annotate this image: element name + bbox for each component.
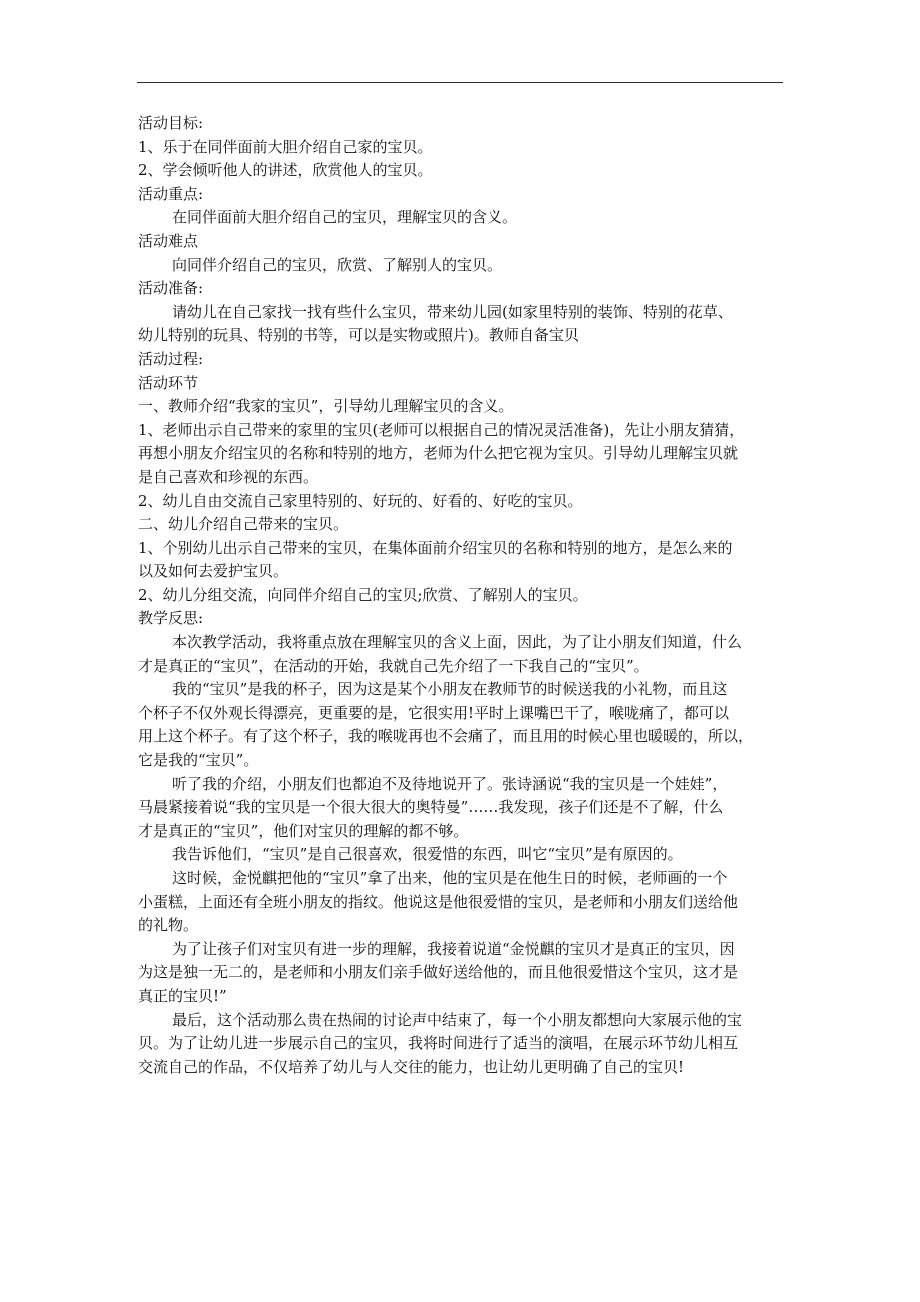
document-body xyxy=(138,112,788,1079)
text-line: 二、幼儿介绍自己带来的宝贝。 xyxy=(138,515,349,534)
text-line: 活动过程: xyxy=(138,349,204,368)
text-line: 1、乐于在同伴面前大胆介绍自己家的宝贝。 xyxy=(138,137,433,156)
text-line: 的礼物。 xyxy=(138,916,199,935)
text-line: 活动目标: xyxy=(138,114,204,132)
text-line: 这时候，金悦麒把他的“宝贝”拿了出来，他的宝贝是在他生日的时候，老师画的一个 xyxy=(172,869,728,887)
text-line: 为这是独一无二的，是老师和小朋友们亲手做好送给他的，而且他很爱惜这个宝贝，这才是 xyxy=(138,963,739,982)
text-line: 本次教学活动，我将重点放在理解宝贝的含义上面，因此，为了让小朋友们知道，什么 xyxy=(172,633,743,652)
text-line: 以及如何去爱护宝贝。 xyxy=(138,562,289,581)
text-line: 才是真正的“宝贝”，他们对宝贝的理解的都不够。 xyxy=(138,821,469,840)
text-line: 真正的宝贝!” xyxy=(138,986,227,1005)
text-line: 在同伴面前大胆介绍自己的宝贝，理解宝贝的含义。 xyxy=(172,208,518,227)
text-line: 用上这个杯子。有了这个杯子，我的喉咙再也不会痛了，而且用的时候心里也暖暖的，所以， xyxy=(138,727,754,746)
text-line: 幼儿特别的玩具、特别的书等，可以是实物或照片)。教师自备宝贝 xyxy=(138,326,579,345)
text-line: 为了让孩子们对宝贝有进一步的理解，我接着说道“金悦麒的宝贝才是真正的宝贝，因 xyxy=(172,939,735,958)
text-line: 活动环节 xyxy=(138,373,199,392)
text-line: 个杯子不仅外观长得漂亮，更重要的是，它很实用!平时上课嘴巴干了，喉咙痛了，都可以 xyxy=(138,703,730,722)
text-line: 活动难点 xyxy=(138,231,199,250)
text-line: 活动重点: xyxy=(138,184,204,203)
text-line: 听了我的介绍，小朋友们也都迫不及待地说开了。张诗涵说“我的宝贝是一个娃娃”， xyxy=(172,774,728,793)
header-rule xyxy=(137,82,783,83)
text-line: 它是我的“宝贝”。 xyxy=(138,751,259,770)
text-line: 是自己喜欢和珍视的东西。 xyxy=(138,467,319,486)
text-line: 活动准备: xyxy=(138,279,204,298)
text-line: 1、老师出示自己带来的家里的宝贝(老师可以根据自己的情况灵活准备)，先让小朋友猜猜， xyxy=(138,420,745,439)
text-line: 一、教师介绍“我家的宝贝”，引导幼儿理解宝贝的含义。 xyxy=(138,397,514,416)
text-line: 2、学会倾听他人的讲述，欣赏他人的宝贝。 xyxy=(138,161,433,180)
text-line: 教学反思: xyxy=(138,609,204,628)
text-line: 最后，这个活动那么贵在热闹的讨论声中结束了，每一个小朋友都想向大家展示他的宝 xyxy=(172,1010,743,1029)
text-line: 贝。为了让幼儿进一步展示自己的宝贝，我将时间进行了适当的演唱，在展示环节幼儿相互 xyxy=(138,1034,739,1053)
text-line: 再想小朋友介绍宝贝的名称和特别的地方，老师为什么把它视为宝贝。引导幼儿理解宝贝就 xyxy=(138,444,739,463)
text-line: 2、幼儿分组交流，向同伴介绍自己的宝贝;欣赏、了解别人的宝贝。 xyxy=(138,585,588,604)
text-line: 请幼儿在自己家找一找有些什么宝贝，带来幼儿园(如家里特别的装饰、特别的花草、 xyxy=(172,302,733,321)
text-line: 向同伴介绍自己的宝贝，欣赏、了解别人的宝贝。 xyxy=(172,255,503,274)
text-line: 马晨紧接着说“我的宝贝是一个很大很大的奥特曼”……我发现，孩子们还是不了解，什么 xyxy=(138,798,724,817)
text-line: 才是真正的“宝贝”，在活动的开始，我就自己先介绍了一下我自己的“宝贝”。 xyxy=(138,656,649,675)
text-line: 2、幼儿自由交流自己家里特别的、好玩的、好看的、好吃的宝贝。 xyxy=(138,491,583,510)
text-line: 交流自己的作品，不仅培养了幼儿与人交往的能力，也让幼儿更明确了自己的宝贝! xyxy=(138,1057,685,1076)
text-line: 我告诉他们，“宝贝”是自己很喜欢，很爱惜的东西，叫它“宝贝”是有原因的。 xyxy=(172,845,683,864)
text-line: 小蛋糕，上面还有全班小朋友的指纹。他说这是他很爱惜的宝贝，是老师和小朋友们送给他 xyxy=(138,892,739,911)
text-line: 1、个别幼儿出示自己带来的宝贝，在集体面前介绍宝贝的名称和特别的地方，是怎么来的 xyxy=(138,538,733,557)
text-line: 我的“宝贝”是我的杯子，因为这是某个小朋友在教师节的时候送我的小礼物，而且这 xyxy=(172,680,728,699)
